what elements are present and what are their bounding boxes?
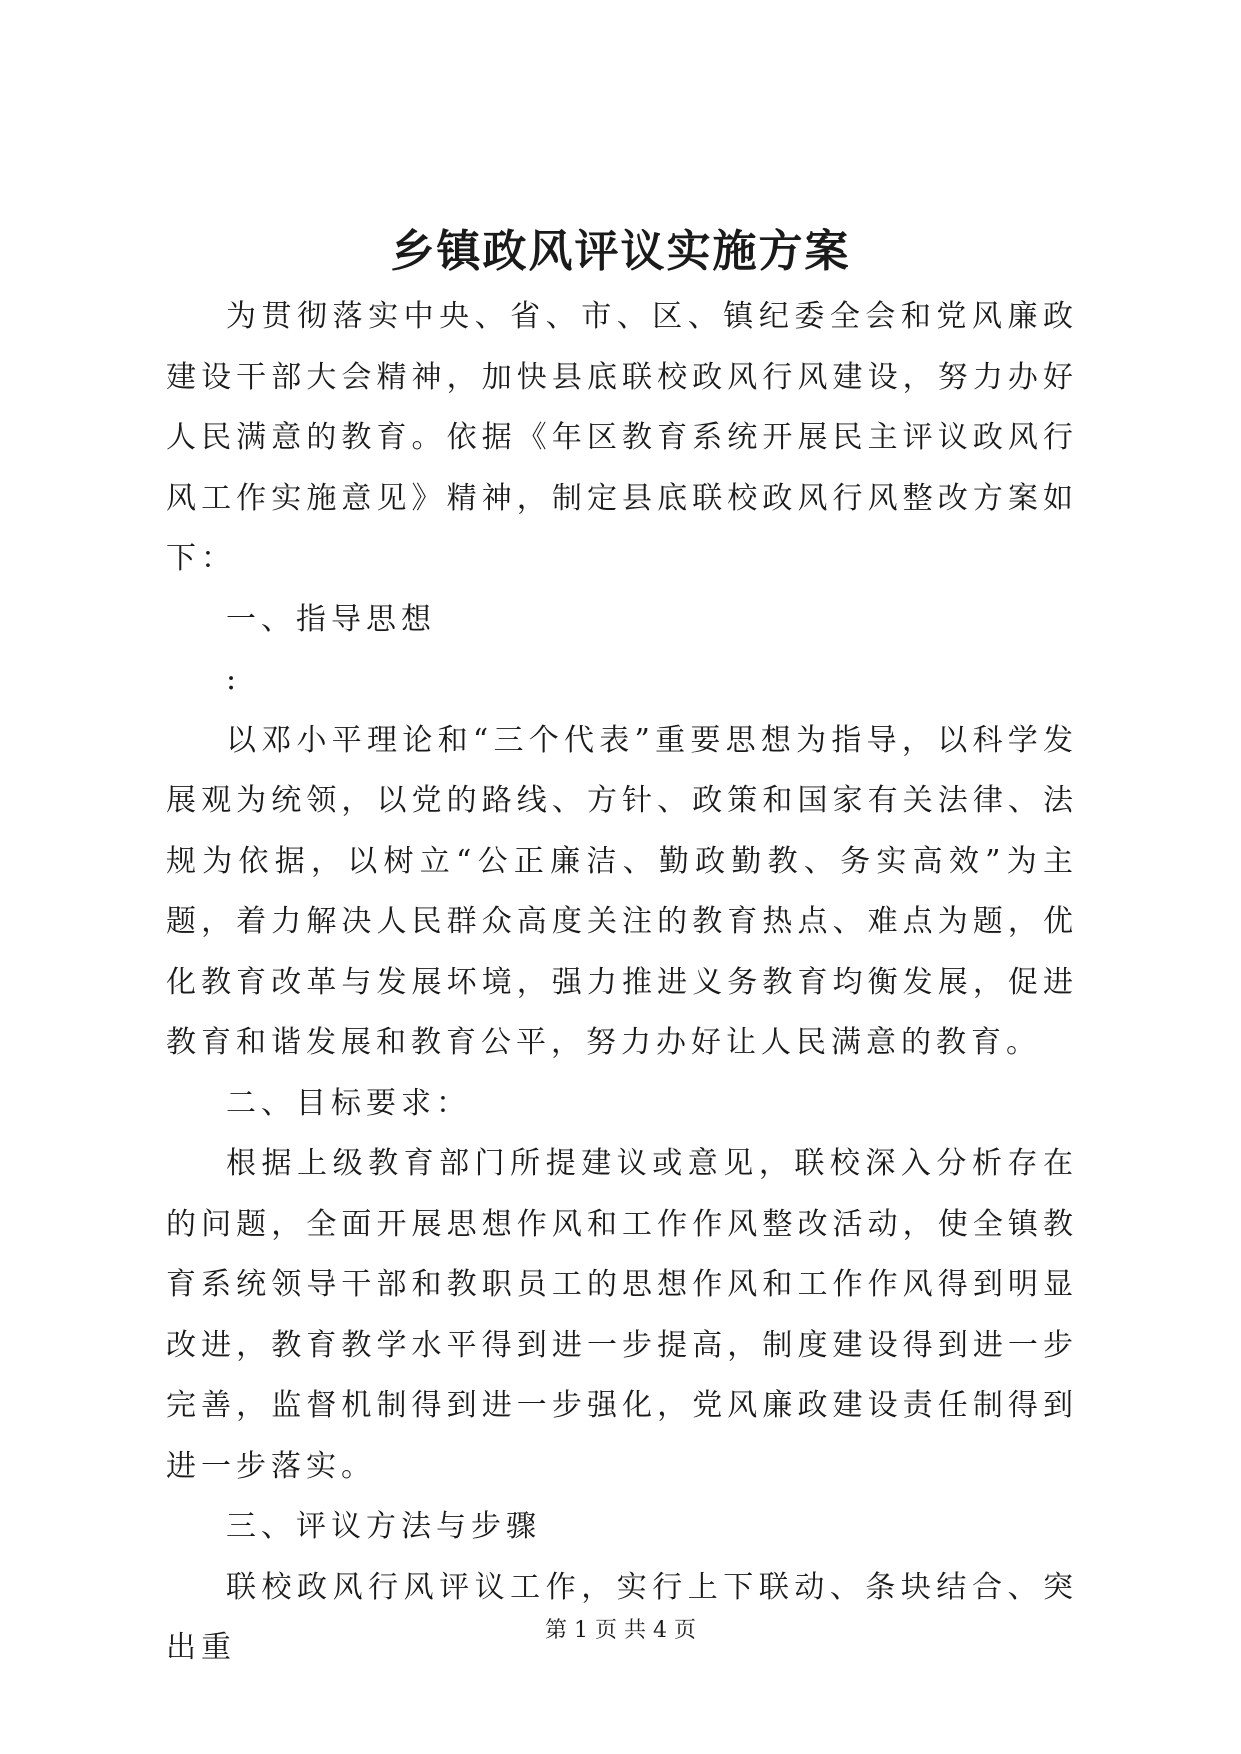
- paragraph-goals: 根据上级教育部门所提建议或意见，联校深入分析存在的问题，全面开展思想作风和工作作风整改活动，使全镇教育系统领导干部和教职员工的思想作风和工作作风得到明显改进，教育教学水平得到进一步提高，制度建设得到进一步完善，监督机制得到进一步强化，党风廉政建设责任制得到进一步落实。: [166, 1146, 1078, 1484]
- heading-goals: 二、目标要求：: [226, 1085, 471, 1121]
- heading-methods: 三、评议方法与步骤: [226, 1509, 541, 1544]
- document-body: [166, 287, 1078, 1679]
- colon-line: :: [226, 662, 242, 697]
- page-number-footer: 第 1 页 共 4 页: [545, 1618, 696, 1643]
- document-title: 乡镇政风评议实施方案: [390, 226, 851, 277]
- paragraph-guiding-ideology: 以邓小平理论和“三个代表”重要思想为指导，以科学发展观为统领，以党的路线、方针、政策和国家有关法律、法规为依据，以树立“公正廉洁、勤政勤教、务实高效”为主题，着力解决人民群众高度关注的教育热点、难点为题，优化教育改革与发展坏境，强力推进义务教育均衡发展，促进教育和谐发展和教育公平，努力办好让人民满意的教育。: [166, 722, 1078, 1060]
- paragraph-methods: 联校政风行风评议工作，实行上下联动、条块结合、突出重: [166, 1569, 1078, 1665]
- heading-guiding-ideology: 一、指导思想: [226, 601, 436, 637]
- paragraph-intro: 为贯彻落实中央、省、市、区、镇纪委全会和党风廉政建设干部大会精神，加快县底联校政风行风建设，努力办好人民满意的教育。依据《年区教育系统开展民主评议政风行风工作实施意见》精神，制定县底联校政风行风整改方案如下：: [166, 299, 1078, 576]
